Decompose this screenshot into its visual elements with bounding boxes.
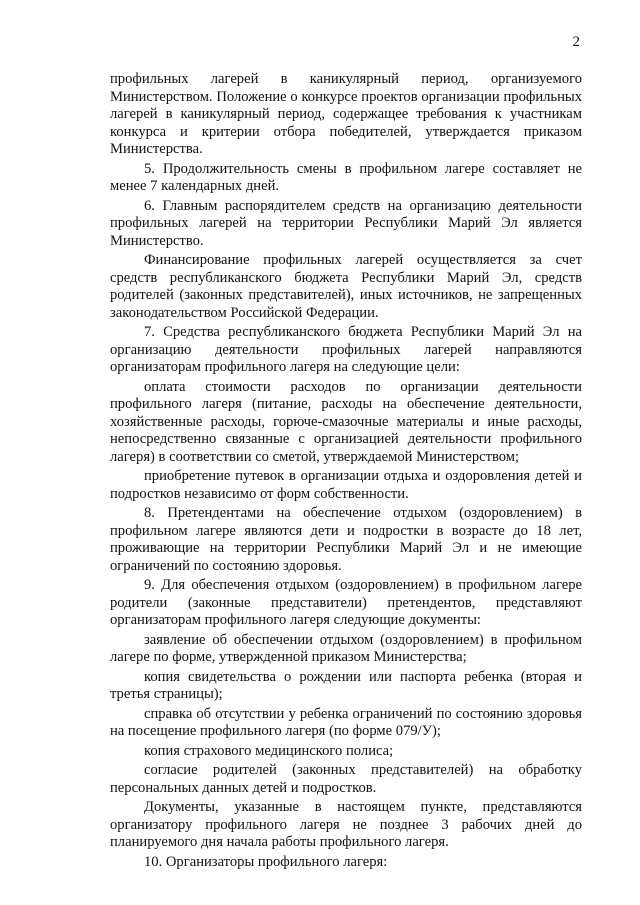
document-body <box>110 71 582 871</box>
paragraph: Финансирование профильных лагерей осуществляется за счет средств республиканского бюджета Республики Марий Эл, средств родителей (законных представителей), иных источников, не запрещенных законодательством Российской Федерации. <box>110 252 582 321</box>
paragraph: согласие родителей (законных представителей) на обработку персональных данных детей и подростков. <box>110 762 582 796</box>
paragraph: копия свидетельства о рождении или паспорта ребенка (вторая и третья страницы); <box>110 668 582 702</box>
paragraph: Документы, указанные в настоящем пункте, представляются организатору профильного лагеря не позднее 3 рабочих дней до планируемого дня начала работы профильного лагеря. <box>110 799 582 850</box>
paragraph: заявление об обеспечении отдыхом (оздоровлением) в профильном лагере по форме, утвержденной приказом Министерства; <box>110 631 582 665</box>
paragraph: 5. Продолжительность смены в профильном лагере составляет не менее 7 календарных дней. <box>110 160 582 194</box>
paragraph: 7. Средства республиканского бюджета Республики Марий Эл на организацию деятельности профильных лагерей направляются организаторам профильного лагеря на следующие цели: <box>110 324 582 375</box>
paragraph: копия страхового медицинского полиса; <box>144 742 394 759</box>
paragraph: 9. Для обеспечения отдыхом (оздоровлением) в профильном лагере родители (законные представители) претендентов, представляют организаторам профильного лагеря следующие документы: <box>110 577 582 628</box>
page-number: 2 <box>572 34 580 50</box>
paragraph: оплата стоимости расходов по организации деятельности профильного лагеря (питание, расходы на обеспечение деятельности, хозяйственные расходы, горюче-смазочные материалы и иные расходы, непосредственно связанные с организацией деятельности профильного лагеря) в соответствии со сметой, утверждаемой Министерством; <box>110 378 582 465</box>
paragraph: 6. Главным распорядителем средств на организацию деятельности профильных лагерей на территории Республики Марий Эл является Министерство. <box>110 197 582 249</box>
paragraph: справка об отсутствии у ребенка ограничений по состоянию здоровья на посещение профильного лагеря (по форме 079/У); <box>110 705 582 739</box>
paragraph: профильных лагерей в каникулярный период, организуемого Министерством. Положение о конкурсе проектов организации профильных лагерей в каникулярный период, содержащее требования к участникам конкурса и критерии отбора победителей, утверждается приказом Министерства. <box>110 71 582 157</box>
paragraph: 10. Организаторы профильного лагеря: <box>144 853 388 870</box>
paragraph: приобретение путевок в организации отдыха и оздоровления детей и подростков независимо от форм собственности. <box>110 468 582 502</box>
paragraph: 8. Претендентами на обеспечение отдыхом (оздоровлением) в профильном лагере являются дети и подростки в возрасте до 18 лет, проживающие на территории Республики Марий Эл и не имеющие ограничений по состоянию здоровья. <box>110 505 582 574</box>
